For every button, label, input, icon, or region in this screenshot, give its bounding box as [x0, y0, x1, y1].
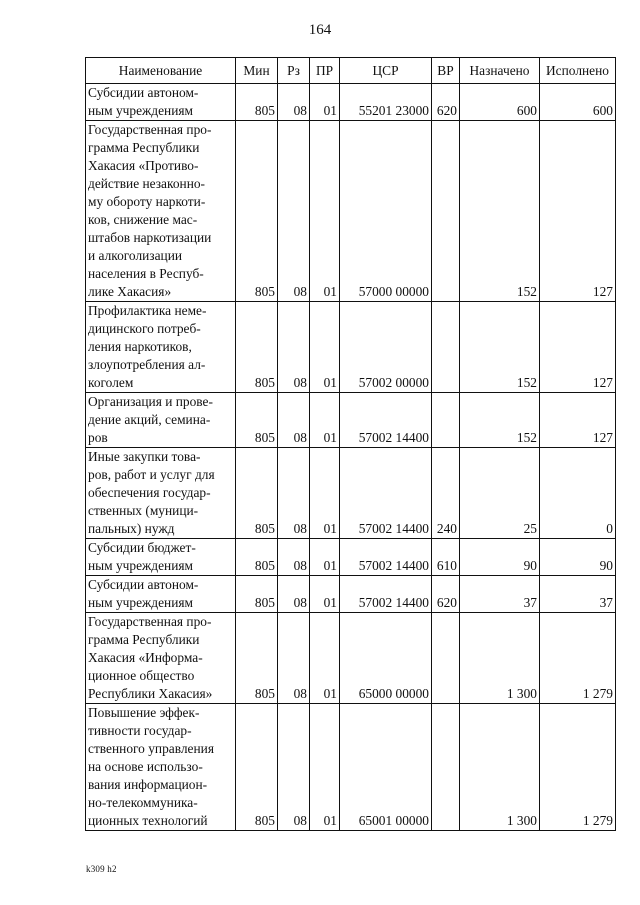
column-header-min: Мин [236, 58, 278, 84]
cell-name-line: Государственная про- [88, 614, 212, 629]
cell-pr: 01 [310, 576, 340, 613]
cell-name-line: населения в Респуб- [88, 266, 204, 281]
cell-name-line: Республики Хакасия» [88, 686, 213, 701]
cell-assigned: 37 [460, 576, 540, 613]
cell-vr: 610 [432, 539, 460, 576]
cell-executed: 127 [540, 302, 616, 393]
cell-name-line: ственного управления [88, 741, 214, 756]
cell-executed: 1 279 [540, 613, 616, 704]
cell-name-line: ров, работ и услуг для [88, 467, 215, 482]
table-row [86, 704, 616, 831]
cell-csr: 65001 00000 [340, 704, 432, 831]
cell-name-line: штабов наркотизации [88, 230, 212, 245]
cell-rz: 08 [278, 613, 310, 704]
cell-name-line: грамма Республики [88, 140, 200, 155]
table-row [86, 539, 616, 576]
cell-name-line: грамма Республики [88, 632, 200, 647]
table-row [86, 393, 616, 448]
cell-name-line: ным учреждениям [88, 595, 194, 610]
cell-assigned: 1 300 [460, 613, 540, 704]
cell-name-line: Государственная про- [88, 122, 212, 137]
cell-rz: 08 [278, 393, 310, 448]
cell-csr: 65000 00000 [340, 613, 432, 704]
cell-vr: 240 [432, 448, 460, 539]
cell-assigned: 25 [460, 448, 540, 539]
cell-min: 805 [236, 576, 278, 613]
cell-pr: 01 [310, 539, 340, 576]
cell-csr: 57000 00000 [340, 121, 432, 302]
cell-name [86, 539, 236, 576]
cell-name-line: обеспечения государ- [88, 485, 211, 500]
table-row [86, 576, 616, 613]
cell-name-line: дение акций, семина- [88, 412, 211, 427]
cell-name-line: и алкоголизации [88, 248, 183, 263]
cell-name-line: Субсидии автоном- [88, 577, 199, 592]
cell-min: 805 [236, 302, 278, 393]
cell-vr [432, 121, 460, 302]
cell-csr: 57002 14400 [340, 576, 432, 613]
cell-assigned: 1 300 [460, 704, 540, 831]
cell-min: 805 [236, 393, 278, 448]
cell-vr [432, 393, 460, 448]
cell-pr: 01 [310, 448, 340, 539]
cell-name-line: дицинского потреб- [88, 321, 201, 336]
cell-name-line: ным учреждениям [88, 103, 194, 118]
cell-name-line: Хакасия «Информа- [88, 650, 203, 665]
cell-csr: 57002 14400 [340, 393, 432, 448]
cell-csr: 55201 23000 [340, 84, 432, 121]
cell-name-line: ков, снижение мас- [88, 212, 198, 227]
cell-name-line: лике Хакасия» [88, 284, 172, 299]
cell-min: 805 [236, 613, 278, 704]
cell-csr: 57002 14400 [340, 539, 432, 576]
cell-executed: 600 [540, 84, 616, 121]
cell-csr: 57002 14400 [340, 448, 432, 539]
cell-name-line: Организация и прове- [88, 394, 213, 409]
cell-name [86, 576, 236, 613]
cell-name-line: Субсидии автоном- [88, 85, 199, 100]
cell-name-line: ционное общество [88, 668, 195, 683]
cell-name-line: но-телекоммуника- [88, 795, 198, 810]
cell-name-line: Субсидии бюджет- [88, 540, 196, 555]
cell-min: 805 [236, 84, 278, 121]
cell-name-line: вания информацион- [88, 777, 208, 792]
cell-name-line: Иные закупки това- [88, 449, 201, 464]
cell-rz: 08 [278, 539, 310, 576]
cell-min: 805 [236, 121, 278, 302]
cell-name-line: ственных (муници- [88, 503, 199, 518]
cell-assigned: 152 [460, 302, 540, 393]
cell-min: 805 [236, 704, 278, 831]
cell-vr [432, 613, 460, 704]
cell-pr: 01 [310, 302, 340, 393]
table-row [86, 302, 616, 393]
cell-vr [432, 704, 460, 831]
cell-name-line: злоупотребления ал- [88, 357, 206, 372]
cell-vr: 620 [432, 84, 460, 121]
cell-assigned: 90 [460, 539, 540, 576]
cell-name-line: Профилактика неме- [88, 303, 207, 318]
cell-name [86, 613, 236, 704]
footer-code: k309 h2 [86, 864, 117, 874]
page-number: 164 [308, 22, 332, 38]
cell-executed: 127 [540, 393, 616, 448]
cell-name-line: пальных) нужд [88, 521, 175, 536]
cell-name-line: ров [88, 430, 108, 445]
cell-min: 805 [236, 539, 278, 576]
cell-executed: 1 279 [540, 704, 616, 831]
table-row [86, 448, 616, 539]
cell-name-line: коголем [88, 375, 134, 390]
cell-name-line: на основе использо- [88, 759, 203, 774]
cell-name [86, 448, 236, 539]
cell-vr: 620 [432, 576, 460, 613]
cell-min: 805 [236, 448, 278, 539]
cell-assigned: 600 [460, 84, 540, 121]
cell-name-line: Повышение эффек- [88, 705, 200, 720]
table-row [86, 613, 616, 704]
cell-rz: 08 [278, 84, 310, 121]
cell-executed: 37 [540, 576, 616, 613]
column-header-assigned: Назначено [460, 58, 540, 84]
cell-pr: 01 [310, 704, 340, 831]
cell-name-line: ным учреждениям [88, 558, 194, 573]
cell-csr: 57002 00000 [340, 302, 432, 393]
table-body [86, 84, 616, 831]
cell-pr: 01 [310, 613, 340, 704]
cell-name-line: му обороту наркоти- [88, 194, 206, 209]
cell-name-line: действие незаконно- [88, 176, 206, 191]
cell-rz: 08 [278, 121, 310, 302]
cell-rz: 08 [278, 302, 310, 393]
cell-name [86, 121, 236, 302]
column-header-rz: Рз [278, 58, 310, 84]
cell-rz: 08 [278, 448, 310, 539]
column-header-vr: ВР [432, 58, 460, 84]
cell-assigned: 152 [460, 121, 540, 302]
table-header-row [86, 58, 616, 84]
cell-rz: 08 [278, 704, 310, 831]
column-header-csr: ЦСР [340, 58, 432, 84]
cell-name-line: тивности государ- [88, 723, 192, 738]
cell-name-line: ционных технологий [88, 813, 208, 828]
cell-name [86, 393, 236, 448]
cell-assigned: 152 [460, 393, 540, 448]
budget-table [85, 57, 616, 831]
column-header-name: Наименование [86, 58, 236, 84]
cell-pr: 01 [310, 84, 340, 121]
cell-vr [432, 302, 460, 393]
cell-name-line: ления наркотиков, [88, 339, 192, 354]
cell-name-line: Хакасия «Противо- [88, 158, 199, 173]
cell-name [86, 84, 236, 121]
cell-name [86, 302, 236, 393]
cell-executed: 127 [540, 121, 616, 302]
cell-executed: 0 [540, 448, 616, 539]
column-header-pr: ПР [310, 58, 340, 84]
cell-rz: 08 [278, 576, 310, 613]
column-header-executed: Исполнено [540, 58, 616, 84]
table-row [86, 121, 616, 302]
cell-pr: 01 [310, 393, 340, 448]
cell-executed: 90 [540, 539, 616, 576]
cell-pr: 01 [310, 121, 340, 302]
cell-name [86, 704, 236, 831]
table-row [86, 84, 616, 121]
